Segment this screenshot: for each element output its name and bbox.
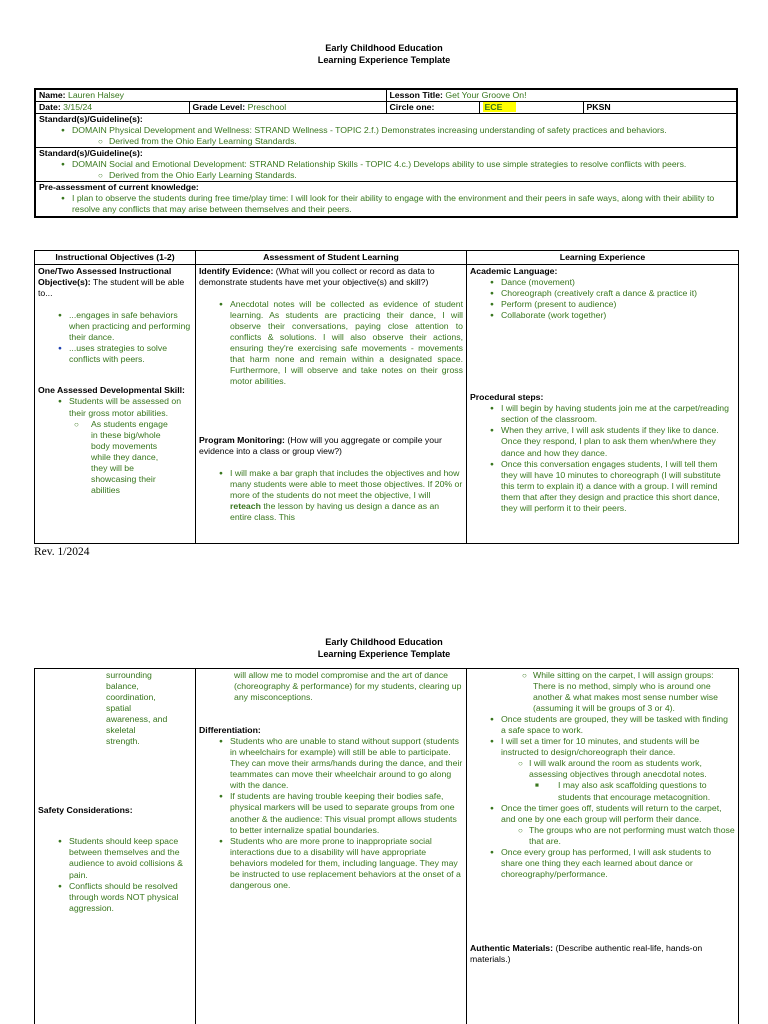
standard-2-item	[59, 159, 733, 181]
objective-1: ● ...engages in safe behaviors when practicing and performing their dance.	[56, 310, 192, 343]
date-label: Date:	[39, 102, 61, 113]
program-monitoring-continued: will allow me to model compromise and the art of dance (choreography & performance) for my students, clearing up any misconceptions.	[234, 670, 462, 703]
safety-item: ● Conflicts should be resolved through words NOT physical aggression.	[56, 881, 192, 914]
procedural-subsub-scaffold: ■ I may also ask scaffolding questions to students that encourage metacognition.	[534, 780, 735, 802]
circle-option-pksn: PKSN	[586, 102, 611, 113]
developmental-skill-item	[56, 396, 192, 495]
academic-language-item: ● Perform (present to audience)	[488, 299, 735, 310]
grade-level-cell	[189, 102, 386, 114]
program-monitoring-prompt: (How will you aggregate or compile your evidence into a class or group view?)	[199, 434, 442, 456]
procedural-sub-walk	[517, 758, 735, 802]
program-monitoring-item	[217, 468, 463, 523]
title-line-1: Early Childhood Education	[325, 43, 443, 53]
procedural-sub-carpet: ○ While sitting on the carpet, I will assign groups: There is no method, simply who is around one another & what makes most sense number wise (assuming it will be groups of 3 or 4).	[521, 670, 735, 714]
safety-considerations-list	[38, 836, 192, 913]
procedural-steps-list	[470, 403, 735, 513]
program-monitoring-list	[199, 468, 463, 523]
grade-level-label: Grade Level:	[192, 102, 246, 113]
standard-1-source: ○ Derived from the Ohio Early Learning Standards.	[97, 136, 733, 147]
assessment-column-continued	[196, 669, 467, 1024]
program-monitoring-text-b: the lesson by having us design a dance as an entire class. This	[230, 500, 440, 522]
identify-evidence-label: Identify Evidence:	[199, 266, 274, 277]
header-row-date	[35, 102, 737, 114]
standard-1-label: Standard(s)/Guideline(s):	[39, 114, 143, 125]
procedural-step: ● Once students are grouped, they will be tasked with finding a safe space to work.	[488, 714, 735, 736]
objectives-list	[38, 310, 192, 365]
lesson-title-cell	[386, 89, 737, 102]
standard-2-label: Standard(s)/Guideline(s):	[39, 148, 143, 159]
standard-1-text: DOMAIN Physical Development and Wellness: STRAND Wellness - TOPIC 2.f.) Demonstrates increasing understanding of safety practices and behaviors.	[72, 125, 667, 136]
date-cell	[35, 102, 189, 114]
procedural-step-timer-off-text: Once the timer goes off, students will return to the carpet, and one by one each group will perform their dance.	[501, 802, 722, 824]
differentiation-label: Differentiation:	[199, 725, 261, 736]
objectives-intro: The student will be able to...	[38, 277, 185, 299]
standard-1-cell	[35, 114, 737, 148]
standard-2-cell	[35, 148, 737, 182]
title-line-1: Early Childhood Education	[325, 637, 443, 647]
lesson-header-table	[34, 88, 738, 218]
standard-1-item	[59, 125, 733, 147]
lesson-title-label: Lesson Title:	[389, 90, 443, 100]
procedural-step	[488, 803, 735, 847]
learning-table-page2	[34, 668, 739, 1024]
circle-option-pksn-cell	[583, 102, 737, 114]
learning-experience-column-continued	[467, 669, 739, 1024]
standard-2-list	[39, 159, 733, 181]
differentiation-item: ● Students who are more prone to inappropriate social interactions due to a disability will have appropriate behaviors modeled for them, including language. They may be instructed to use replacement behaviors at the onset of a dangerous one.	[217, 836, 463, 891]
standard-1-list	[39, 125, 733, 147]
academic-language-item: ● Dance (movement)	[488, 277, 735, 288]
program-monitoring-label: Program Monitoring:	[199, 434, 285, 445]
safety-considerations-label: Safety Considerations:	[38, 805, 133, 816]
procedural-step-timer-text: I will set a timer for 10 minutes, and students will be instructed to design/choreograph their dance.	[501, 736, 700, 758]
preassessment-label: Pre-assessment of current knowledge:	[39, 182, 199, 193]
title-line-2: Learning Experience Template	[317, 54, 451, 65]
developmental-skill-sub	[73, 419, 192, 496]
identify-evidence-list	[199, 299, 463, 387]
developmental-skill-continued: surrounding balance, coordination, spatial awareness, and skeletal strength.	[106, 670, 168, 747]
circle-option-ece-cell	[479, 102, 583, 114]
procedural-step: ● Once every group has performed, I will ask students to share one thing they each learned about dance or choreography/performance.	[488, 847, 735, 880]
differentiation-item: ● Students who are unable to stand without support (students in wheelchairs for example) will still be able to participate. They can move their arms/hands during the dance, and their teammates can move their wheelchair around to go along with the dance.	[217, 736, 463, 791]
academic-language-item: ● Choreograph (creatively craft a dance & practice it)	[488, 288, 735, 299]
objectives-label: One/Two Assessed Instructional Objective(s):	[38, 266, 172, 288]
name-cell	[35, 89, 386, 102]
standard-2-source: ○ Derived from the Ohio Early Learning Standards.	[97, 170, 733, 181]
preassessment-cell	[35, 182, 737, 217]
authentic-materials-prompt: (Describe authentic real-life, hands-on materials.)	[470, 942, 703, 964]
differentiation-item: ● If students are having trouble keeping their bodies safe, physical markers will be used to separate groups from one another & the audience: This visual prompt allows students to better internalize spatial boundaries.	[217, 791, 463, 835]
authentic-materials-label: Authentic Materials:	[470, 942, 554, 953]
lesson-title-value: Get Your Groove On!	[445, 90, 527, 100]
procedural-sub-walk-text: I will walk around the room as students work, assessing objectives through anecdotal notes.	[529, 758, 707, 780]
procedural-step	[488, 736, 735, 802]
col-header-assessment: Assessment of Student Learning	[196, 251, 467, 265]
differentiation-list	[199, 736, 463, 891]
content-row-page2	[35, 669, 739, 1024]
title-line-2: Learning Experience Template	[317, 648, 451, 659]
procedural-step: ● Once this conversation engages students, I will tell them they will have 10 minutes to choreograph (I will substitute this term to explain it) a dance with a group. I will remind them that after they design and practice this short dance, they will perform it to their peers.	[488, 459, 735, 514]
column-header-row	[35, 251, 739, 265]
identify-evidence-prompt: (What will you collect or record as data to demonstrate students have met your objective(s) and skill?)	[199, 266, 435, 288]
name-value: Lauren Halsey	[67, 90, 125, 100]
procedural-steps-continued-list	[470, 670, 735, 880]
content-row-page1	[35, 265, 739, 544]
academic-language-item: ● Collaborate (work together)	[488, 310, 735, 321]
program-monitoring-text-a: I will make a bar graph that includes the objectives and how many students were able to meet those objectives. If 20% or more of the students do not meet the objective, I will	[230, 467, 463, 500]
header-row-preassessment	[35, 182, 737, 217]
assessment-column	[196, 265, 467, 544]
circle-one-cell	[386, 102, 479, 114]
objective-2: ● ...uses strategies to solve conflicts with peers.	[56, 343, 192, 365]
circle-option-ece: ECE	[483, 102, 517, 112]
col-header-learning-experience: Learning Experience	[467, 251, 739, 265]
developmental-skill-sub-text: ○ As students engage in these big/whole body movements while they dance, they will be showcasing their abilities	[91, 418, 168, 495]
revision-note: Rev. 1/2024	[34, 546, 90, 558]
header-row-name	[35, 89, 737, 102]
name-label: Name:	[39, 90, 66, 100]
learning-experience-column	[467, 265, 739, 544]
procedural-step: ● When they arrive, I will ask students if they like to dance. Once they respond, I plan to ask them when/where they dance and how they dance.	[488, 425, 735, 458]
academic-language-list	[470, 277, 735, 321]
safety-item: ● Students should keep space between themselves and the audience to avoid collisions & pain.	[56, 836, 192, 880]
document-title-page2	[0, 637, 768, 661]
carpet-sub-wrapper	[488, 670, 735, 714]
date-value: 3/15/24	[63, 102, 93, 113]
header-row-standard-1	[35, 114, 737, 148]
objectives-column-continued	[35, 669, 196, 1024]
col-header-objectives: Instructional Objectives (1-2)	[35, 251, 196, 265]
objectives-column	[35, 265, 196, 544]
identify-evidence-item: ● Anecdotal notes will be collected as evidence of student learning. As students are practicing their dance, I will observe their conversations, paying close attention to conflicts & solutions. I will also observe their actions, ensuring they're exercising safe movements - movements that harm none and remain within a designated space. Furthermore, I will observe and take notes on their gross motor abilities.	[217, 299, 463, 387]
learning-table-page1	[34, 250, 739, 544]
program-monitoring-reteach: reteach	[230, 500, 261, 511]
developmental-skill-list	[38, 396, 192, 495]
document-title-page1	[0, 43, 768, 67]
standard-2-text: DOMAIN Social and Emotional Development: STRAND Relationship Skills - TOPIC 4.c.) Develops ability to use simple strategies to resolve conflicts with peers.	[72, 159, 687, 170]
academic-language-label: Academic Language:	[470, 266, 558, 277]
procedural-sub-watch: ○ The groups who are not performing must watch those that are.	[517, 825, 735, 847]
circle-one-label: Circle one:	[389, 102, 435, 113]
developmental-skill-label: One Assessed Developmental Skill:	[38, 385, 185, 396]
header-row-standard-2	[35, 148, 737, 182]
grade-level-value: Preschool	[247, 102, 287, 113]
preassessment-text: ● I plan to observe the students during free time/play time: I will look for their ability to engage with the environment and their peers in safe ways, along with their ability to resolve any conflicts that may arise between themselves and their peers.	[59, 193, 733, 215]
procedural-step: ● I will begin by having students join me at the carpet/reading section of the classroom.	[488, 403, 735, 425]
procedural-steps-label: Procedural steps:	[470, 392, 544, 403]
developmental-skill-text: Students will be assessed on their gross motor abilities.	[69, 396, 182, 418]
